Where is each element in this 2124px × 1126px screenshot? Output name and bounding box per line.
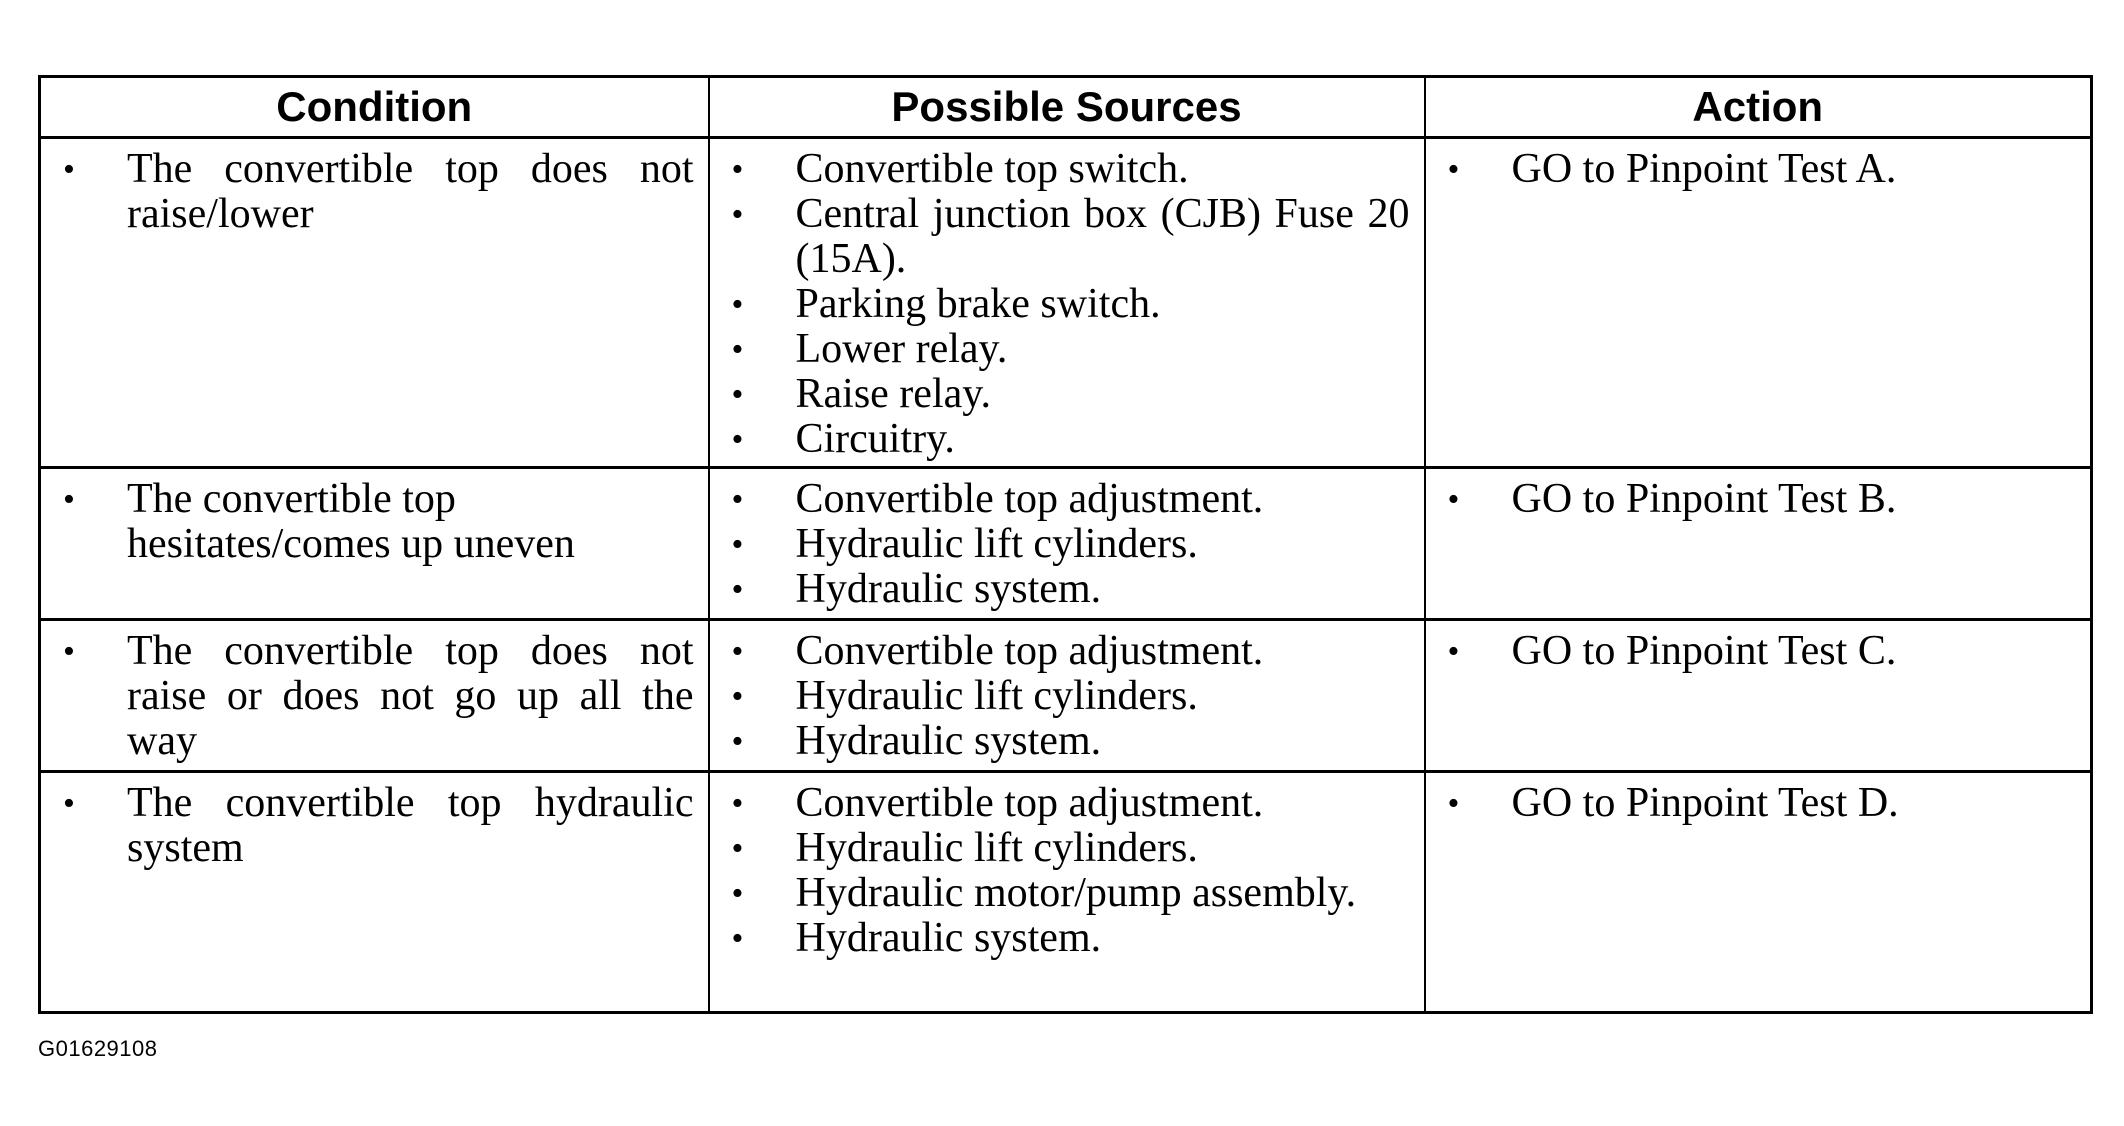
bullet-icon: • (1447, 151, 1460, 188)
list-item (55, 147, 694, 237)
condition-cell (40, 772, 709, 1013)
action-text: GO to Pinpoint Test A. (1511, 146, 1897, 192)
condition-cell (40, 620, 709, 772)
sources-cell (709, 468, 1425, 620)
source-text: Hydraulic lift cylinders. (795, 673, 1198, 719)
list-item (55, 781, 694, 871)
list-item (724, 147, 1410, 192)
source-text: Hydraulic motor/pump assembly. (795, 870, 1357, 916)
bullet-icon: • (1447, 633, 1460, 670)
sources-cell (709, 138, 1425, 468)
bullet-icon: • (731, 678, 744, 715)
action-cell (1425, 620, 2092, 772)
list-item (724, 282, 1410, 327)
action-text: GO to Pinpoint Test B. (1511, 476, 1897, 522)
bullet-icon: • (731, 633, 744, 670)
header-row (40, 77, 2092, 138)
list-item (724, 327, 1410, 372)
bullet-icon: • (1447, 481, 1460, 518)
source-text: Convertible top adjustment. (795, 476, 1264, 522)
source-text: Central junction box (CJB) Fuse 20 (15A). (795, 191, 1410, 282)
source-text: Hydraulic system. (795, 718, 1102, 764)
list-item (724, 826, 1410, 871)
bullet-icon: • (731, 571, 744, 608)
bullet-icon: • (731, 526, 744, 563)
list-item (724, 629, 1410, 674)
source-text: Circuitry. (795, 416, 955, 462)
source-text: Hydraulic system. (795, 566, 1102, 612)
source-text: Parking brake switch. (795, 281, 1161, 327)
list-item (724, 417, 1410, 462)
bullet-icon: • (731, 286, 744, 323)
action-text: GO to Pinpoint Test D. (1511, 780, 1899, 826)
source-text: Lower relay. (795, 326, 1008, 372)
bullet-icon: • (731, 785, 744, 822)
condition-text: The convertible top does not raise/lower (127, 146, 694, 237)
list-item (724, 719, 1410, 764)
bullet-icon: • (63, 151, 75, 188)
action-cell (1425, 138, 2092, 468)
table-row (40, 138, 2092, 468)
condition-cell (40, 468, 709, 620)
figure-id-label: G01629108 (38, 1036, 158, 1061)
list-item (724, 567, 1410, 612)
sources-cell (709, 620, 1425, 772)
bullet-icon: • (1447, 785, 1460, 822)
list-item (1440, 781, 2077, 826)
bullet-icon: • (731, 196, 744, 233)
action-cell (1425, 772, 2092, 1013)
bullet-icon: • (731, 376, 744, 413)
source-text: Hydraulic system. (795, 915, 1102, 961)
bullet-icon: • (731, 830, 744, 867)
list-item (724, 871, 1410, 916)
source-text: Raise relay. (795, 371, 992, 417)
list-item (724, 477, 1410, 522)
header-possible-sources: Possible Sources (709, 77, 1425, 138)
action-cell (1425, 468, 2092, 620)
condition-text: The convertible top does not raise or does not go up all the way (127, 628, 694, 764)
list-item (724, 192, 1410, 282)
bullet-icon: • (731, 331, 744, 368)
bullet-icon: • (63, 785, 75, 822)
symptom-chart-table (38, 75, 2093, 1014)
bullet-icon: • (731, 875, 744, 912)
bullet-icon: • (731, 481, 744, 518)
list-item (724, 781, 1410, 826)
table-row (40, 772, 2092, 1013)
bullet-icon: • (63, 633, 75, 670)
diagnosis-table-container (38, 75, 2090, 1014)
table-row (40, 620, 2092, 772)
list-item (724, 372, 1410, 417)
list-item (1440, 147, 2077, 192)
sources-cell (709, 772, 1425, 1013)
table-row (40, 468, 2092, 620)
list-item (724, 916, 1410, 961)
action-text: GO to Pinpoint Test C. (1511, 628, 1897, 674)
list-item (724, 674, 1410, 719)
list-item (724, 522, 1410, 567)
header-action: Action (1425, 77, 2092, 138)
source-text: Hydraulic lift cylinders. (795, 825, 1198, 871)
list-item (55, 477, 694, 567)
condition-text: The convertible top hesitates/comes up uneven (127, 476, 575, 567)
bullet-icon: • (731, 151, 744, 188)
source-text: Convertible top adjustment. (795, 628, 1264, 674)
list-item (1440, 477, 2077, 522)
bullet-icon: • (731, 723, 744, 760)
source-text: Convertible top adjustment. (795, 780, 1264, 826)
header-condition: Condition (40, 77, 709, 138)
bullet-icon: • (731, 421, 744, 458)
bullet-icon: • (731, 920, 744, 957)
list-item (55, 629, 694, 764)
condition-cell (40, 138, 709, 468)
list-item (1440, 629, 2077, 674)
source-text: Convertible top switch. (795, 146, 1189, 192)
bullet-icon: • (63, 481, 75, 518)
source-text: Hydraulic lift cylinders. (795, 521, 1198, 567)
condition-text: The convertible top hydraulic system (127, 780, 694, 871)
